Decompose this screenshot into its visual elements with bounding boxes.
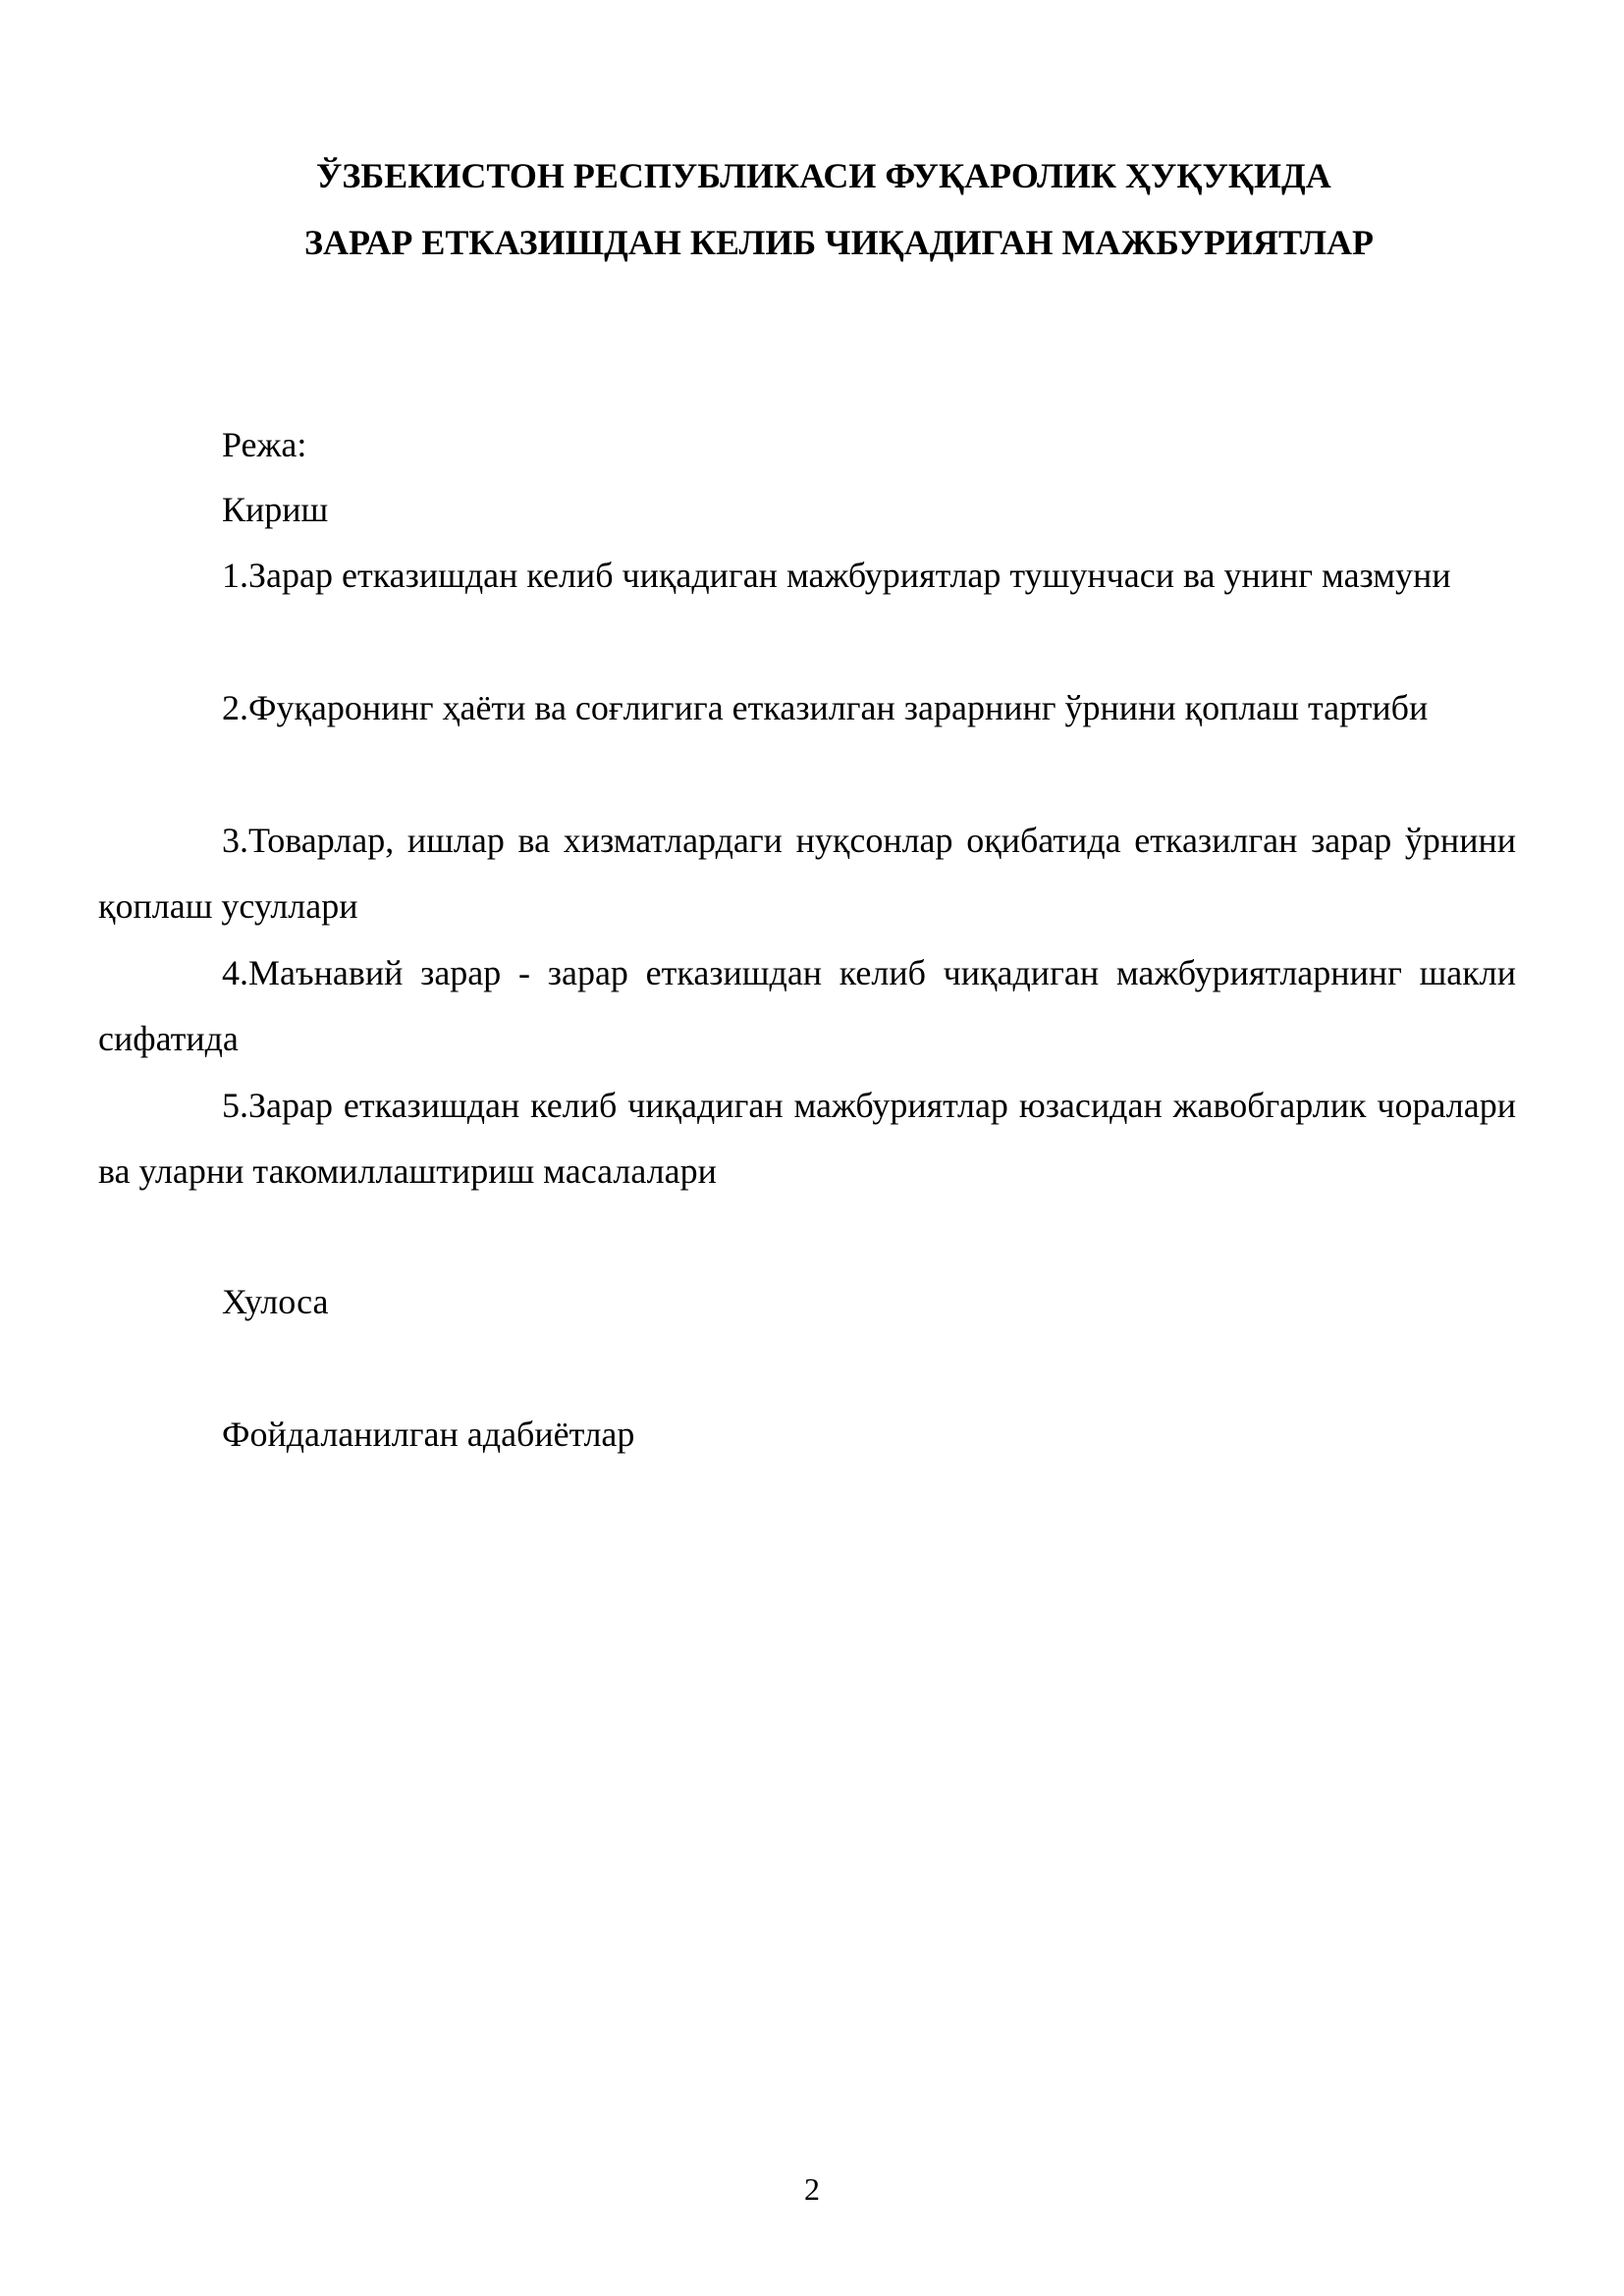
references-heading: Фойдаланилган адабиётлар bbox=[222, 1415, 635, 1454]
plan-item-2: 2.Фуқаронинг ҳаёти ва соғлигига етказилган зарарнинг ўрнини қоплаш тартиби bbox=[222, 688, 1429, 727]
introduction-heading: Кириш bbox=[222, 490, 329, 529]
document-title-line-1: ЎЗБЕКИСТОН РЕСПУБЛИКАСИ ФУҚАРОЛИК ҲУҚУҚИДА bbox=[316, 156, 1331, 195]
page-number: 2 bbox=[804, 2171, 820, 2207]
plan-item-3: 3.Товарлар, ишлар ва хизматлардаги нуқсонлар оқибатида етказилган зарар ўрнини қоплаш усуллари bbox=[98, 821, 1516, 926]
plan-item-4: 4.Маънавий зарар - зарар етказишдан келиб чиқадиган мажбуриятларнинг шакли сифатида bbox=[98, 953, 1516, 1058]
plan-item-5: 5.Зарар етказишдан келиб чиқадиган мажбуриятлар юзасидан жавобгарлик чоралари ва уларни такомиллаштириш масалалари bbox=[98, 1086, 1516, 1191]
plan-item-1: 1.Зарар етказишдан келиб чиқадиган мажбуриятлар тушунчаси ва унинг мазмуни bbox=[222, 556, 1451, 595]
plan-label: Режа: bbox=[222, 425, 307, 464]
conclusion-heading: Хулоса bbox=[222, 1282, 329, 1321]
document-title-line-2: ЗАРАР ЕТКАЗИШДАН КЕЛИБ ЧИҚАДИГАН МАЖБУРИЯТЛАР bbox=[304, 223, 1374, 262]
